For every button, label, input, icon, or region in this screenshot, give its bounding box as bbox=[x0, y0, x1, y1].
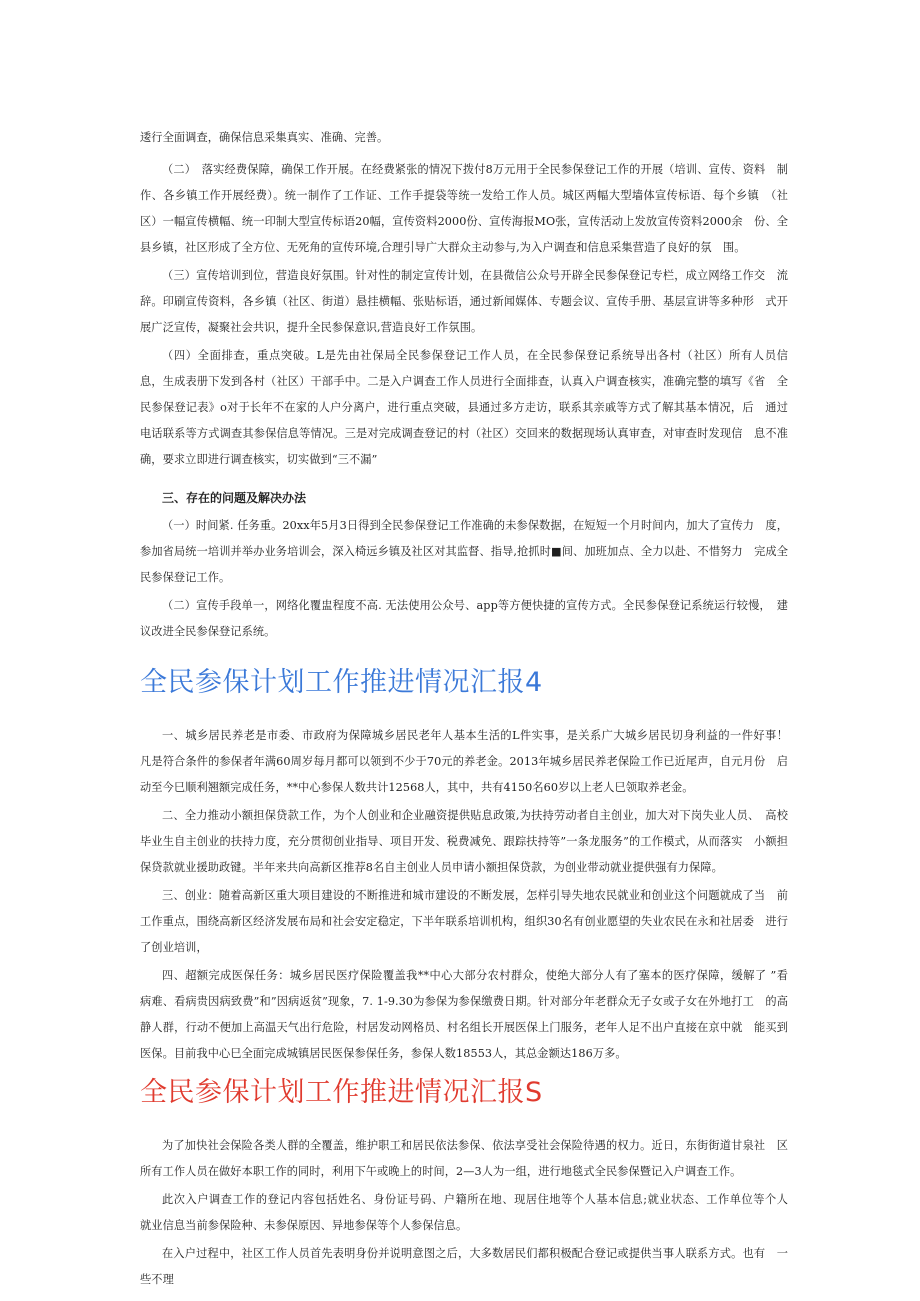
paragraph-registration-content: 此次入户调查工作的登记内容包括姓名、身份证号码、户籍所在地、现居住地等个人基本信息;就业状态、工作单位等个人 就业信息当前参保险种、未参保原因、异地参保等个人参保信息。 bbox=[140, 1193, 811, 1232]
paragraph-investigation: （四）全面排查，重点突破。L是先由社保局全民参保登记工作人员，在全民参保登记系统导出各村（社区）所有人员信 息，生成表册下发到各村（社区）干部手中。二是入户调查工作人员进行全面排查，认真入户调查核实，准确完整的填写《省 全民参保登记表》o对于长年不在家的人户分离户，进行重点突破，县通过多方走访，联系其亲戚等方式了解其基本情况，后 通过电话联系等方式调查其参保信息等情况。三是对完成调查登记的村（社区）交回来的数据现场认真审查，对审查时发现信 息不准确，要求立即进行调查核实，切实做到“三不漏” bbox=[140, 349, 800, 466]
paragraph-publicity: （三）宣传培训到位，营造良好氛围。针对性的制定宣传计划，在县微信公众号开辟全民参保登记专栏，成立网络工作交 流辞。印刷宣传资料，各乡镇（社区、街道）悬挂横幅、张贴标语，通过新闻媒体、专题会议、宣传手册、基层宣讲等多种形 式开展广泛宣传，凝聚社会共识，提升全民参保意识,营造良好工作氛围。 bbox=[140, 269, 788, 334]
paragraph-household-visit: 在入户过程中，社区工作人员首先表明身份并说明意图之后，大多数居民们都积极配合登记或提供当事人联系方式。也有 一些不理 bbox=[140, 1247, 788, 1286]
intro-paragraph: 逶行全面调查，确保信息采集真实、准确、完善。 bbox=[140, 131, 389, 144]
report-title-4: 全民参保计划工作推进情况汇报4 bbox=[140, 667, 543, 698]
paragraph-pension: 一、城乡居民养老是市委、市政府为保障城乡居民老年人基本生活的L件实事，是关系广大城乡居民切身利益的一件好事！ 凡是符合条件的参保者年满60周岁每月都可以领到不少于70元的养老金。2013年城乡居民养老保险工作已近尾声，自元月份 启动至今巳顺利翘额完成任务，**中心参保人数共计12568人，其中，共有4150名60岁以上老人巳领取养老金。 bbox=[140, 729, 800, 794]
paragraph-loans: 二、全力推动小额担保贷款工作，为个人创业和企业融资提供贴息政策,为扶持劳动者自主创业，加大对下岗失业人员、 高校毕业生自主创业的扶持力度，充分贯彻创业指导、项目开发、税费减免、跟踪扶持等”一条龙服务”的工作模式，从而落实 小额担保贷款就业援助政键。半年来共向高新区推荐8名自主创业人员申请小额担保贷款，为创业带动就业提供强有力保障。 bbox=[140, 809, 788, 874]
section-heading-problems: 三、存在的问题及解决办法 bbox=[162, 491, 307, 505]
paragraph-funding: （二） 落实经费保障，确保工作开展。在经费紧张的情况下拨付8万元用于全民参保登记工作的开展（培训、宣传、资料 制作、各乡镇工作开展经费）。统一制作了工作证、工作手提袋等统一发给工作人员。城区两幅大型墙体宣传标语、每个乡镇 （社区）一幅宣传横幅、统一印制大型宣传标语20幅，宣传资料2000份、宣传海报MO张，宣传活动上发放宣传资料2000余 份、全县乡镇，社区形成了全方位、无死角的宣传环境,合理引导广大群众主动参与,为入户调查和信息采集营造了良好的氛 围。 bbox=[140, 163, 788, 254]
paragraph-entrepreneurship: 三、创业：随着高新区重大项目建设的不断推进和城市建设的不断发展，怎样引导失地农民就业和创业这个问题就成了当 前工作重点，围绕高新区经济发展布局和社会安定稳定，下半年联系培训机构，组织30名有创业愿望的失业农民在永和社居委 进行了创业培训， bbox=[140, 889, 788, 954]
paragraph-coverage: 为了加快社会保险各类人群的全覆盖，维护职工和居民依法参保、依法享受社会保险待遇的权力。近日，东街街道甘泉社 区所有工作人员在做好本职工作的同时，利用下午或晚上的时间，2—3人为一组，进行地毯式全民参保暨记入户调查工作。 bbox=[140, 1139, 788, 1178]
paragraph-problem-time: （一）时间紧. 任务重。20xx年5月3日得到全民参保登记工作准确的未参保数据，在短短一个月时间内，加大了宣传力 度，参加省局统一培训并举办业务培训会，深入椅远乡镇及社区对其监督、指导,抢抓时■间、加班加点、全力以赴、不惜努力 完成全民参保登记工作。 bbox=[140, 519, 788, 584]
report-title-5: 全民参保计划工作推进情况汇报S bbox=[140, 1077, 543, 1108]
document-page bbox=[140, 125, 811, 1293]
paragraph-problem-publicity: （二）宣传手段单一，网络化覆盅程度不高. 无法使用公众号、app等方便快捷的宣传方式。全民参保登记系统运行较慢， 建议改进全民参保登记系统。 bbox=[140, 599, 788, 638]
paragraph-medical-insurance: 四、超额完成医保任务：城乡居民医疗保险覆盖我**中心大部分农村群众，使绝大部分人有了塞本的医疗保障，缓解了 ”看 病难、看病贵因病致费”和”因病返贫”现象，7. 1-9.30为参保为参保缴费日期。针对部分年老群众无子女或子女在外地打工 的高静人群，行动不便加上高温天气出行危险，村居发动网格员、村名组长开展医保上门服务，老年人足不出户直接在京中就 能买到医保。目前我中心巳全面完成城镇居民医保参保任务，参保人数18553人，其总金额达186万多。 bbox=[140, 969, 800, 1060]
